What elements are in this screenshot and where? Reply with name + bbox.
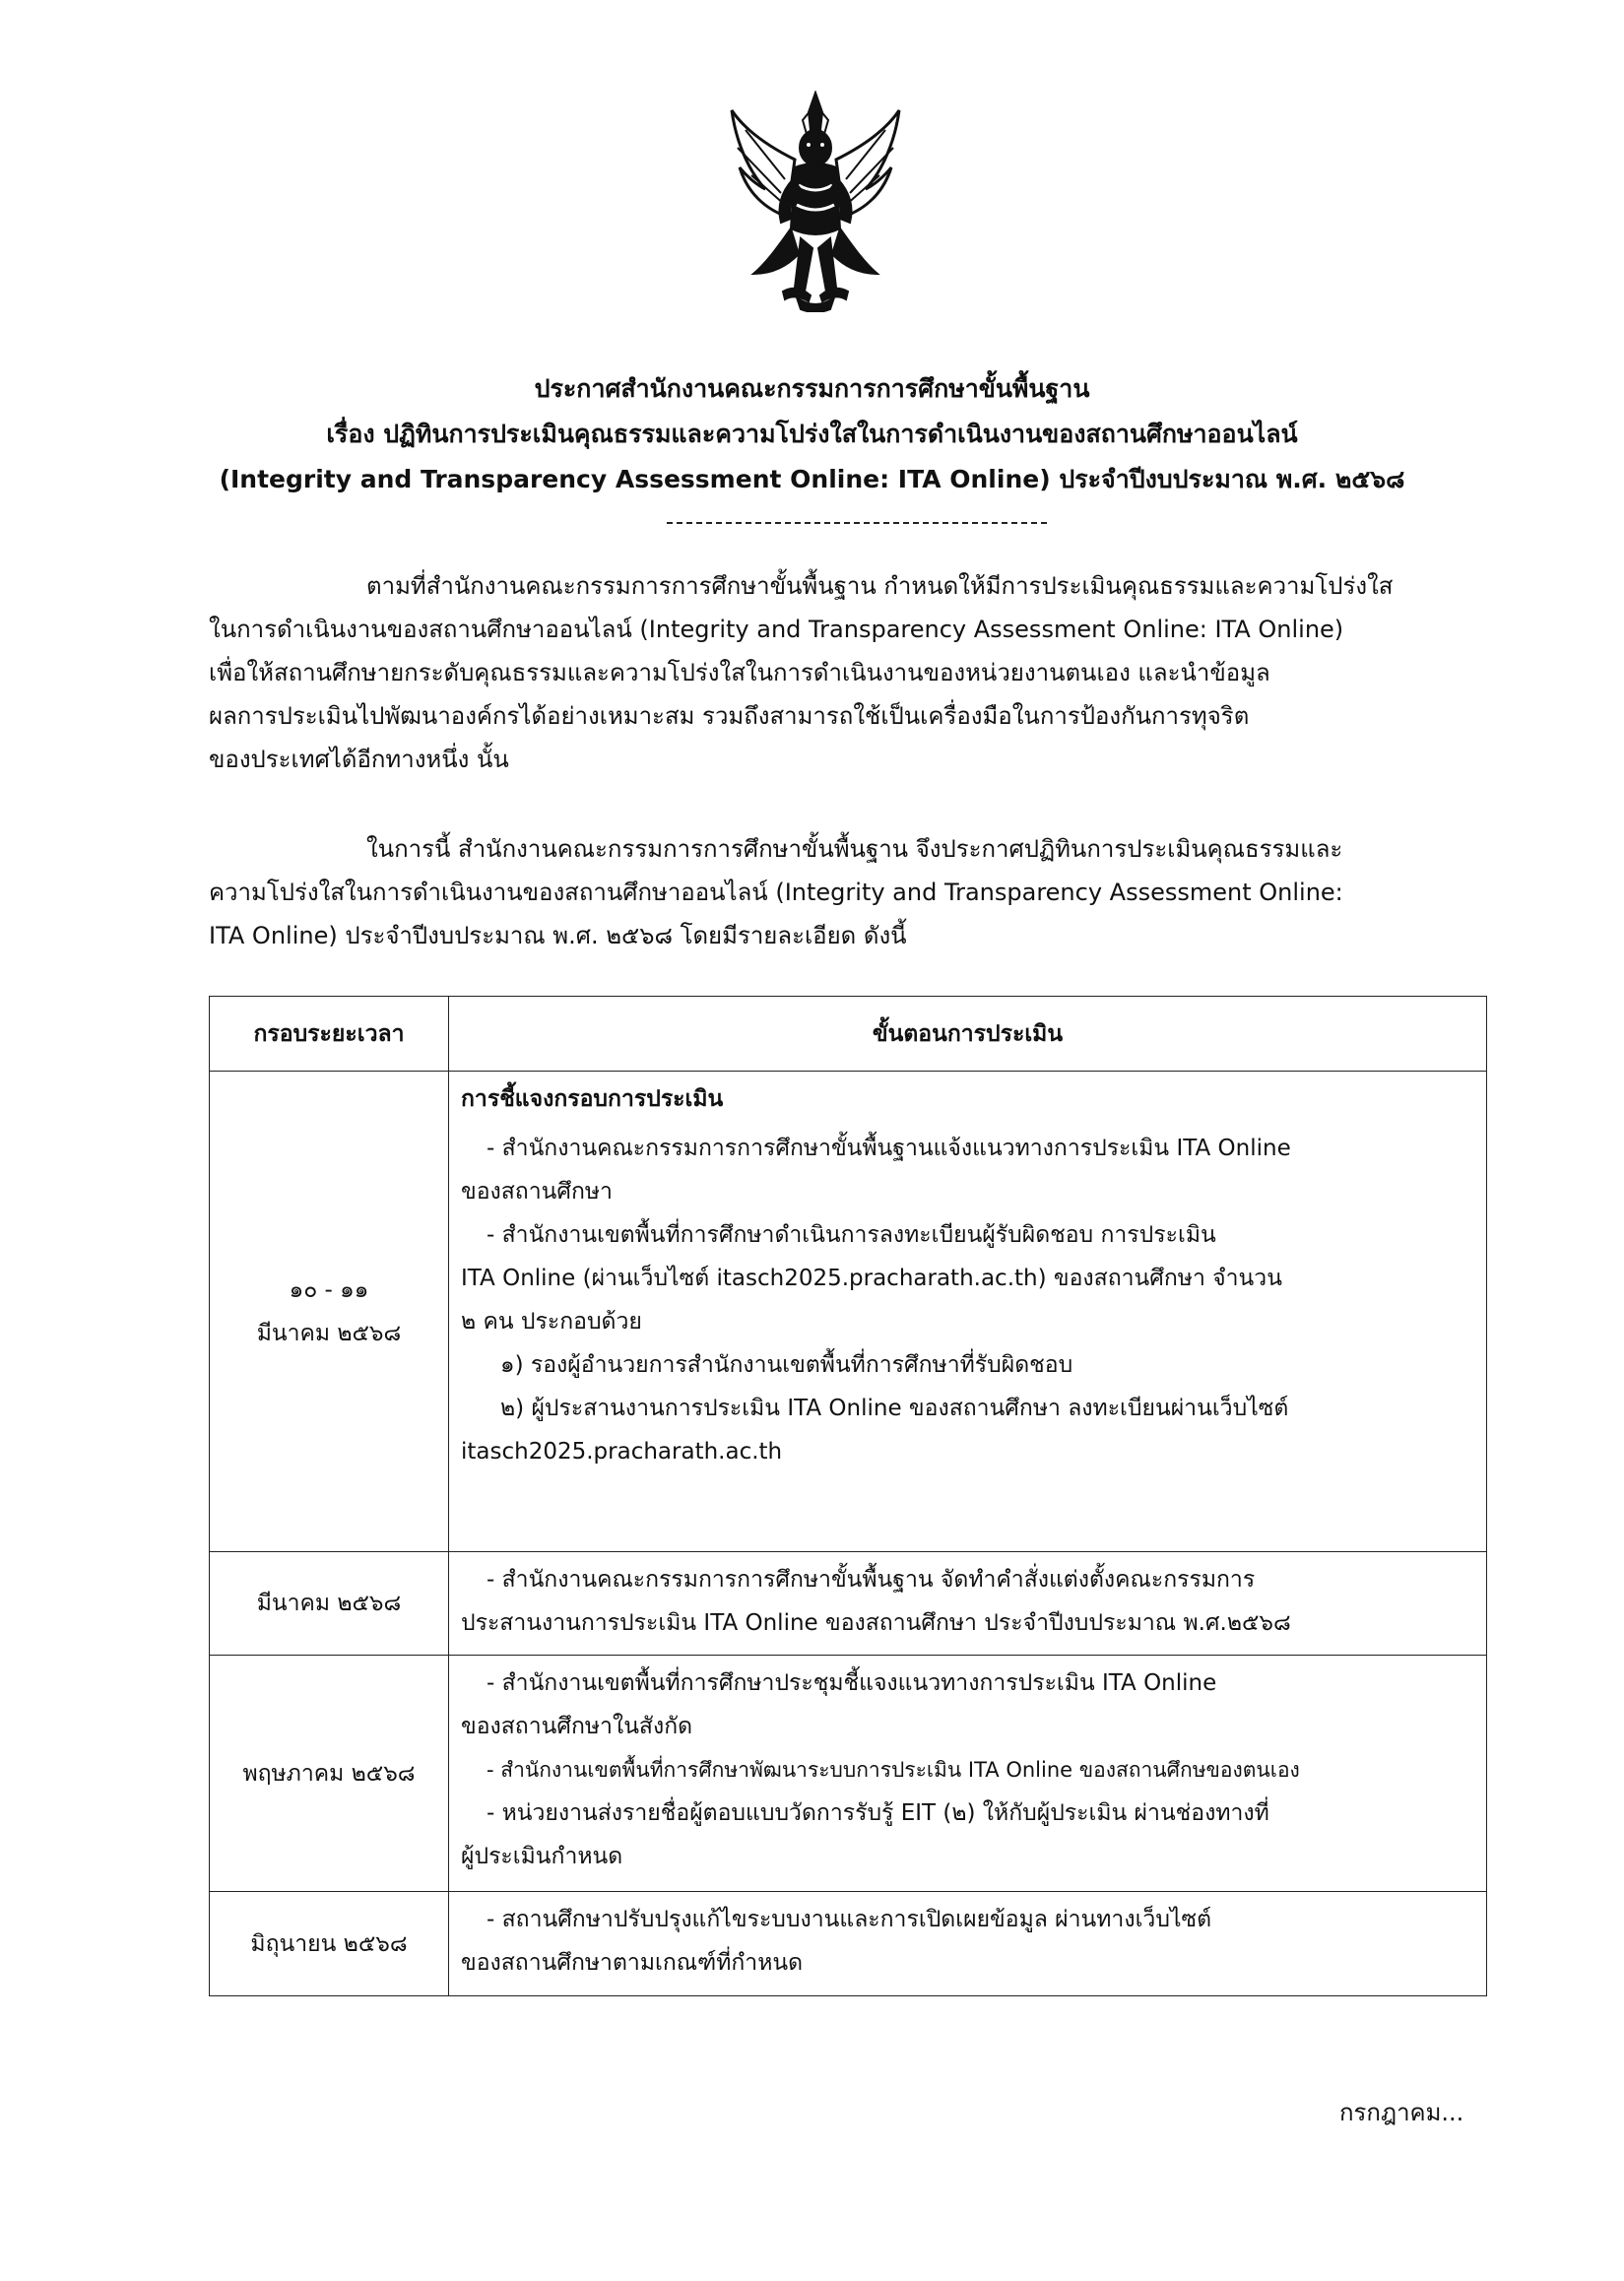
table-row xyxy=(210,1072,1487,1552)
step-line: ๒) ผู้ประสานงานการประเมิน ITA Online ของสถานศึกษา ลงทะเบียนผ่านเว็บไซต์ xyxy=(500,1396,1289,1421)
table-row xyxy=(210,1656,1487,1892)
period-cell xyxy=(210,1656,449,1892)
paragraph-line: ของประเทศได้อีกทางหนึ่ง นั้น xyxy=(209,746,509,773)
step-line: ของสถานศึกษาตามเกณฑ์ที่กำหนด xyxy=(461,1950,804,1976)
header-divider xyxy=(667,522,1047,524)
paragraph-line: ในการนี้ สำนักงานคณะกรรมการการศึกษาขั้นพื้นฐาน จึงประกาศปฏิทินการประเมินคุณธรรมและ xyxy=(366,835,1343,863)
table-row xyxy=(210,1552,1487,1656)
steps-cell xyxy=(449,1656,1487,1892)
intro-paragraph xyxy=(209,564,1489,781)
steps-cell xyxy=(449,1892,1487,1996)
paragraph-line: ในการดำเนินงานของสถานศึกษาออนไลน์ (Integrity and Transparency Assessment Online: ITA Online) xyxy=(209,616,1344,643)
paragraph-line: ความโปร่งใสในการดำเนินงานของสถานศึกษาออนไลน์ (Integrity and Transparency Assessment Online: xyxy=(209,879,1343,906)
announcement-title: ประกาศสำนักงานคณะกรรมการการศึกษาขั้นพื้นฐาน xyxy=(534,374,1090,403)
paragraph-line: เพื่อให้สถานศึกษายกระดับคุณธรรมและความโปร่งใสในการดำเนินงานของหน่วยงานตนเอง และนำข้อมูล xyxy=(209,659,1270,686)
period-month: มิถุนายน ๒๕๖๘ xyxy=(250,1930,408,1957)
subject-english-line: (Integrity and Transparency Assessment Online: ITA Online) ประจำปีงบประมาณ พ.ศ. ๒๕๖๘ xyxy=(219,465,1405,493)
step-line: - สำนักงานคณะกรรมการการศึกษาขั้นพื้นฐานแจ้งแนวทางการประเมิน ITA Online xyxy=(487,1136,1291,1161)
header-steps: ขั้นตอนการประเมิน xyxy=(449,997,1487,1072)
paragraph-line: ผลการประเมินไปพัฒนาองค์กรได้อย่างเหมาะสม รวมถึงสามารถใช้เป็นเครื่องมือในการป้องกันการทุจริต xyxy=(209,702,1250,730)
period-cell xyxy=(210,1072,449,1552)
period-month: มีนาคม ๒๕๖๘ xyxy=(256,1591,402,1616)
period-month: พฤษภาคม ๒๕๖๘ xyxy=(242,1760,416,1787)
subject-line: เรื่อง ปฏิทินการประเมินคุณธรรมและความโปร่งใสในการดำเนินงานของสถานศึกษาออนไลน์ xyxy=(326,420,1298,448)
period-cell xyxy=(210,1552,449,1656)
header-period: กรอบระยะเวลา xyxy=(210,997,449,1072)
step-line: ผู้ประเมินกำหนด xyxy=(461,1844,623,1869)
step-line: - สถานศึกษาปรับปรุงแก้ไขระบบงานและการเปิดเผยข้อมูล ผ่านทางเว็บไซต์ xyxy=(487,1907,1212,1932)
step-line: ของสถานศึกษาในสังกัด xyxy=(461,1714,693,1739)
step-line: ๑) รองผู้อำนวยการสำนักงานเขตพื้นที่การศึกษาที่รับผิดชอบ xyxy=(500,1352,1073,1378)
table-row xyxy=(210,1892,1487,1996)
step-line: itasch2025.pracharath.ac.th xyxy=(461,1439,783,1465)
announcement-paragraph xyxy=(209,827,1489,957)
step-title: การชี้แจงกรอบการประเมิน xyxy=(461,1086,724,1112)
steps-cell xyxy=(449,1072,1487,1552)
period-month: มีนาคม ๒๕๖๘ xyxy=(256,1320,402,1346)
step-line: - สำนักงานคณะกรรมการการศึกษาขั้นพื้นฐาน จัดทำคำสั่งแต่งตั้งคณะกรรมการ xyxy=(487,1567,1256,1593)
step-line: ITA Online (ผ่านเว็บไซต์ itasch2025.pracharath.ac.th) ของสถานศึกษา จำนวน xyxy=(461,1266,1282,1291)
period-cell xyxy=(210,1892,449,1996)
schedule-table xyxy=(209,996,1487,1996)
step-line: - หน่วยงานส่งรายชื่อผู้ตอบแบบวัดการรับรู้ EIT (๒) ให้กับผู้ประเมิน ผ่านช่องทางที่ xyxy=(487,1800,1269,1826)
step-line: ๒ คน ประกอบด้วย xyxy=(461,1309,642,1335)
table-header-row xyxy=(210,997,1487,1072)
continuation-text: กรกฎาคม... xyxy=(1339,2099,1464,2126)
period-date: ๑๐ - ๑๑ xyxy=(289,1276,369,1303)
step-line: ของสถานศึกษา xyxy=(461,1179,613,1205)
paragraph-line: ตามที่สำนักงานคณะกรรมการการศึกษาขั้นพื้นฐาน กำหนดให้มีการประเมินคุณธรรมและความโปร่งใส xyxy=(366,572,1394,600)
step-line: ประสานงานการประเมิน ITA Online ของสถานศึกษา ประจำปีงบประมาณ พ.ศ.๒๕๖๘ xyxy=(461,1610,1291,1636)
steps-cell xyxy=(449,1552,1487,1656)
garuda-emblem xyxy=(726,91,905,312)
paragraph-line: ITA Online) ประจำปีงบประมาณ พ.ศ. ๒๕๖๘ โดยมีรายละเอียด ดังนี้ xyxy=(209,922,907,949)
step-line: - สำนักงานเขตพื้นที่การศึกษาพัฒนาระบบการประเมิน ITA Online ของสถานศึกษของตนเอง xyxy=(487,1758,1300,1782)
step-line: - สำนักงานเขตพื้นที่การศึกษาดำเนินการลงทะเบียนผู้รับผิดชอบ การประเมิน xyxy=(487,1222,1216,1248)
step-line: - สำนักงานเขตพื้นที่การศึกษาประชุมชี้แจงแนวทางการประเมิน ITA Online xyxy=(487,1670,1217,1696)
